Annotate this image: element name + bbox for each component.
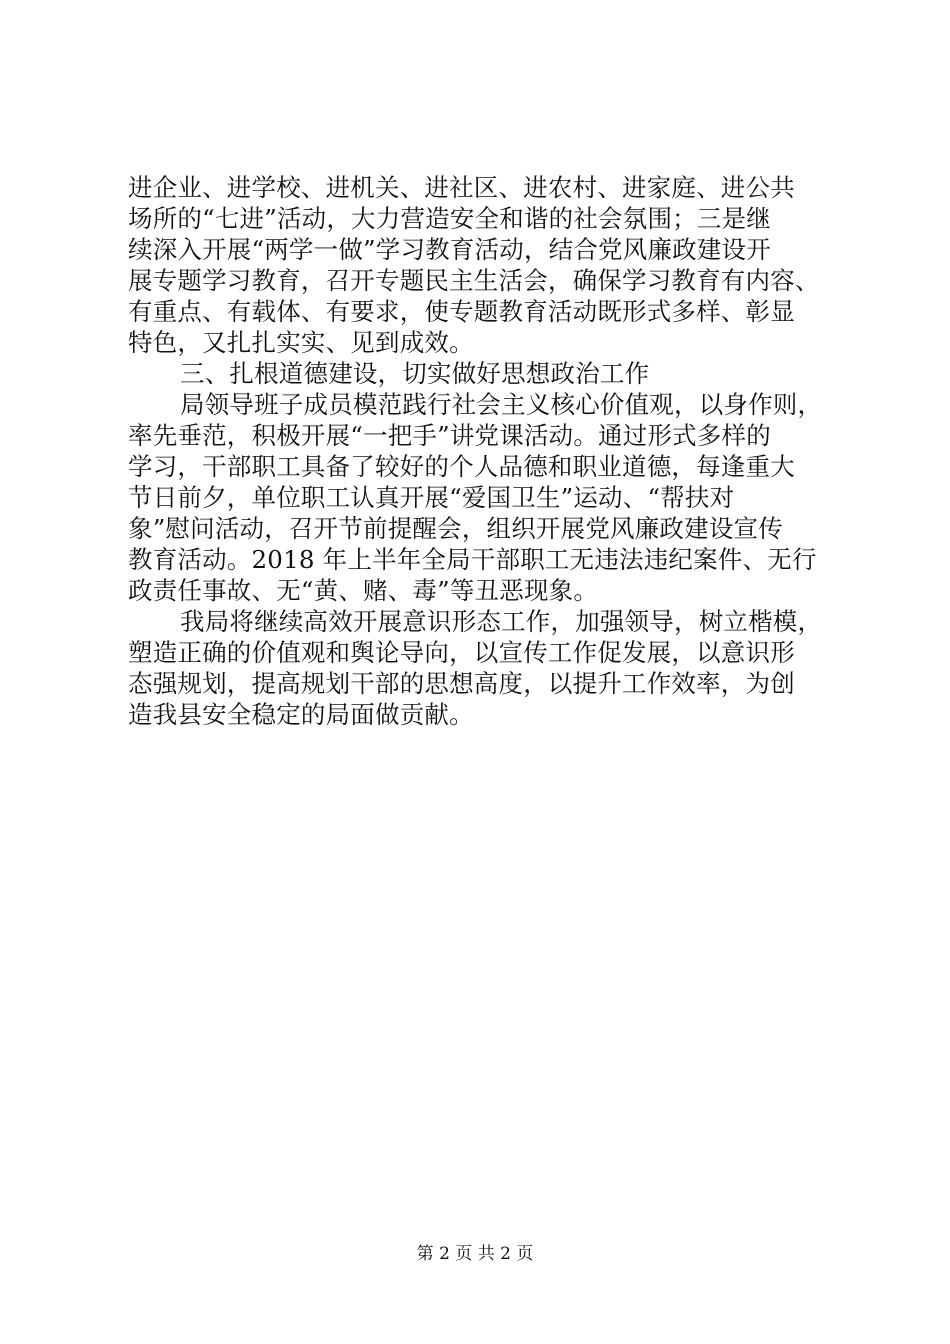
text-line: 教育活动。2018 年上半年全局干部职工无违法违纪案件、无行 bbox=[128, 545, 817, 574]
section-heading-text: 三、扎根道德建设，切实做好思想政治工作 bbox=[180, 359, 650, 388]
text-line: 节日前夕，单位职工认真开展“爱国卫生”运动、“帮扶对 bbox=[128, 483, 735, 512]
text-line: 有重点、有载体、有要求，使专题教育活动既形式多样、彰显 bbox=[128, 297, 795, 326]
text-line: 续深入开展“两学一做”学习教育活动，结合党风廉政建设开 bbox=[128, 235, 771, 264]
text-line: 政责任事故、无“黄、赌、毒”等丑恶现象。 bbox=[128, 576, 599, 605]
text-line: 局领导班子成员模范践行社会主义核心价值观，以身作则， bbox=[180, 390, 823, 419]
text-line: 进企业、进学校、进机关、进社区、进农村、进家庭、进公共 bbox=[128, 173, 795, 202]
text-line: 学习，干部职工具备了较好的个人品德和职业道德，每逢重大 bbox=[128, 452, 795, 481]
text-line: 象”慰问活动，召开节前提醒会，组织开展党风廉政建设宣传 bbox=[128, 514, 783, 543]
text-line: 造我县安全稳定的局面做贡献。 bbox=[128, 700, 474, 729]
text-line: 态强规划，提高规划干部的思想高度，以提升工作效率，为创 bbox=[128, 669, 795, 698]
text-line: 我局将继续高效开展意识形态工作，加强领导，树立楷模， bbox=[180, 607, 823, 636]
section-heading bbox=[128, 358, 858, 389]
text-line: 展专题学习教育，召开专题民主生活会，确保学习教育有内容、 bbox=[128, 266, 820, 295]
page-number-footer: 第 2 页 共 2 页 bbox=[416, 1244, 534, 1264]
text-line: 塑造正确的价值观和舆论导向，以宣传工作促发展，以意识形 bbox=[128, 638, 795, 667]
document-body bbox=[128, 172, 858, 730]
text-line: 率先垂范，积极开展“一把手”讲党课活动。通过形式多样的 bbox=[128, 421, 771, 450]
paragraph-continuation bbox=[128, 172, 858, 358]
paragraph-leadership bbox=[128, 389, 858, 606]
text-line: 场所的“七进”活动，大力营造安全和谐的社会氛围；三是继 bbox=[128, 204, 771, 233]
paragraph-conclusion bbox=[128, 606, 858, 730]
text-line: 特色，又扎扎实实、见到成效。 bbox=[128, 328, 474, 357]
